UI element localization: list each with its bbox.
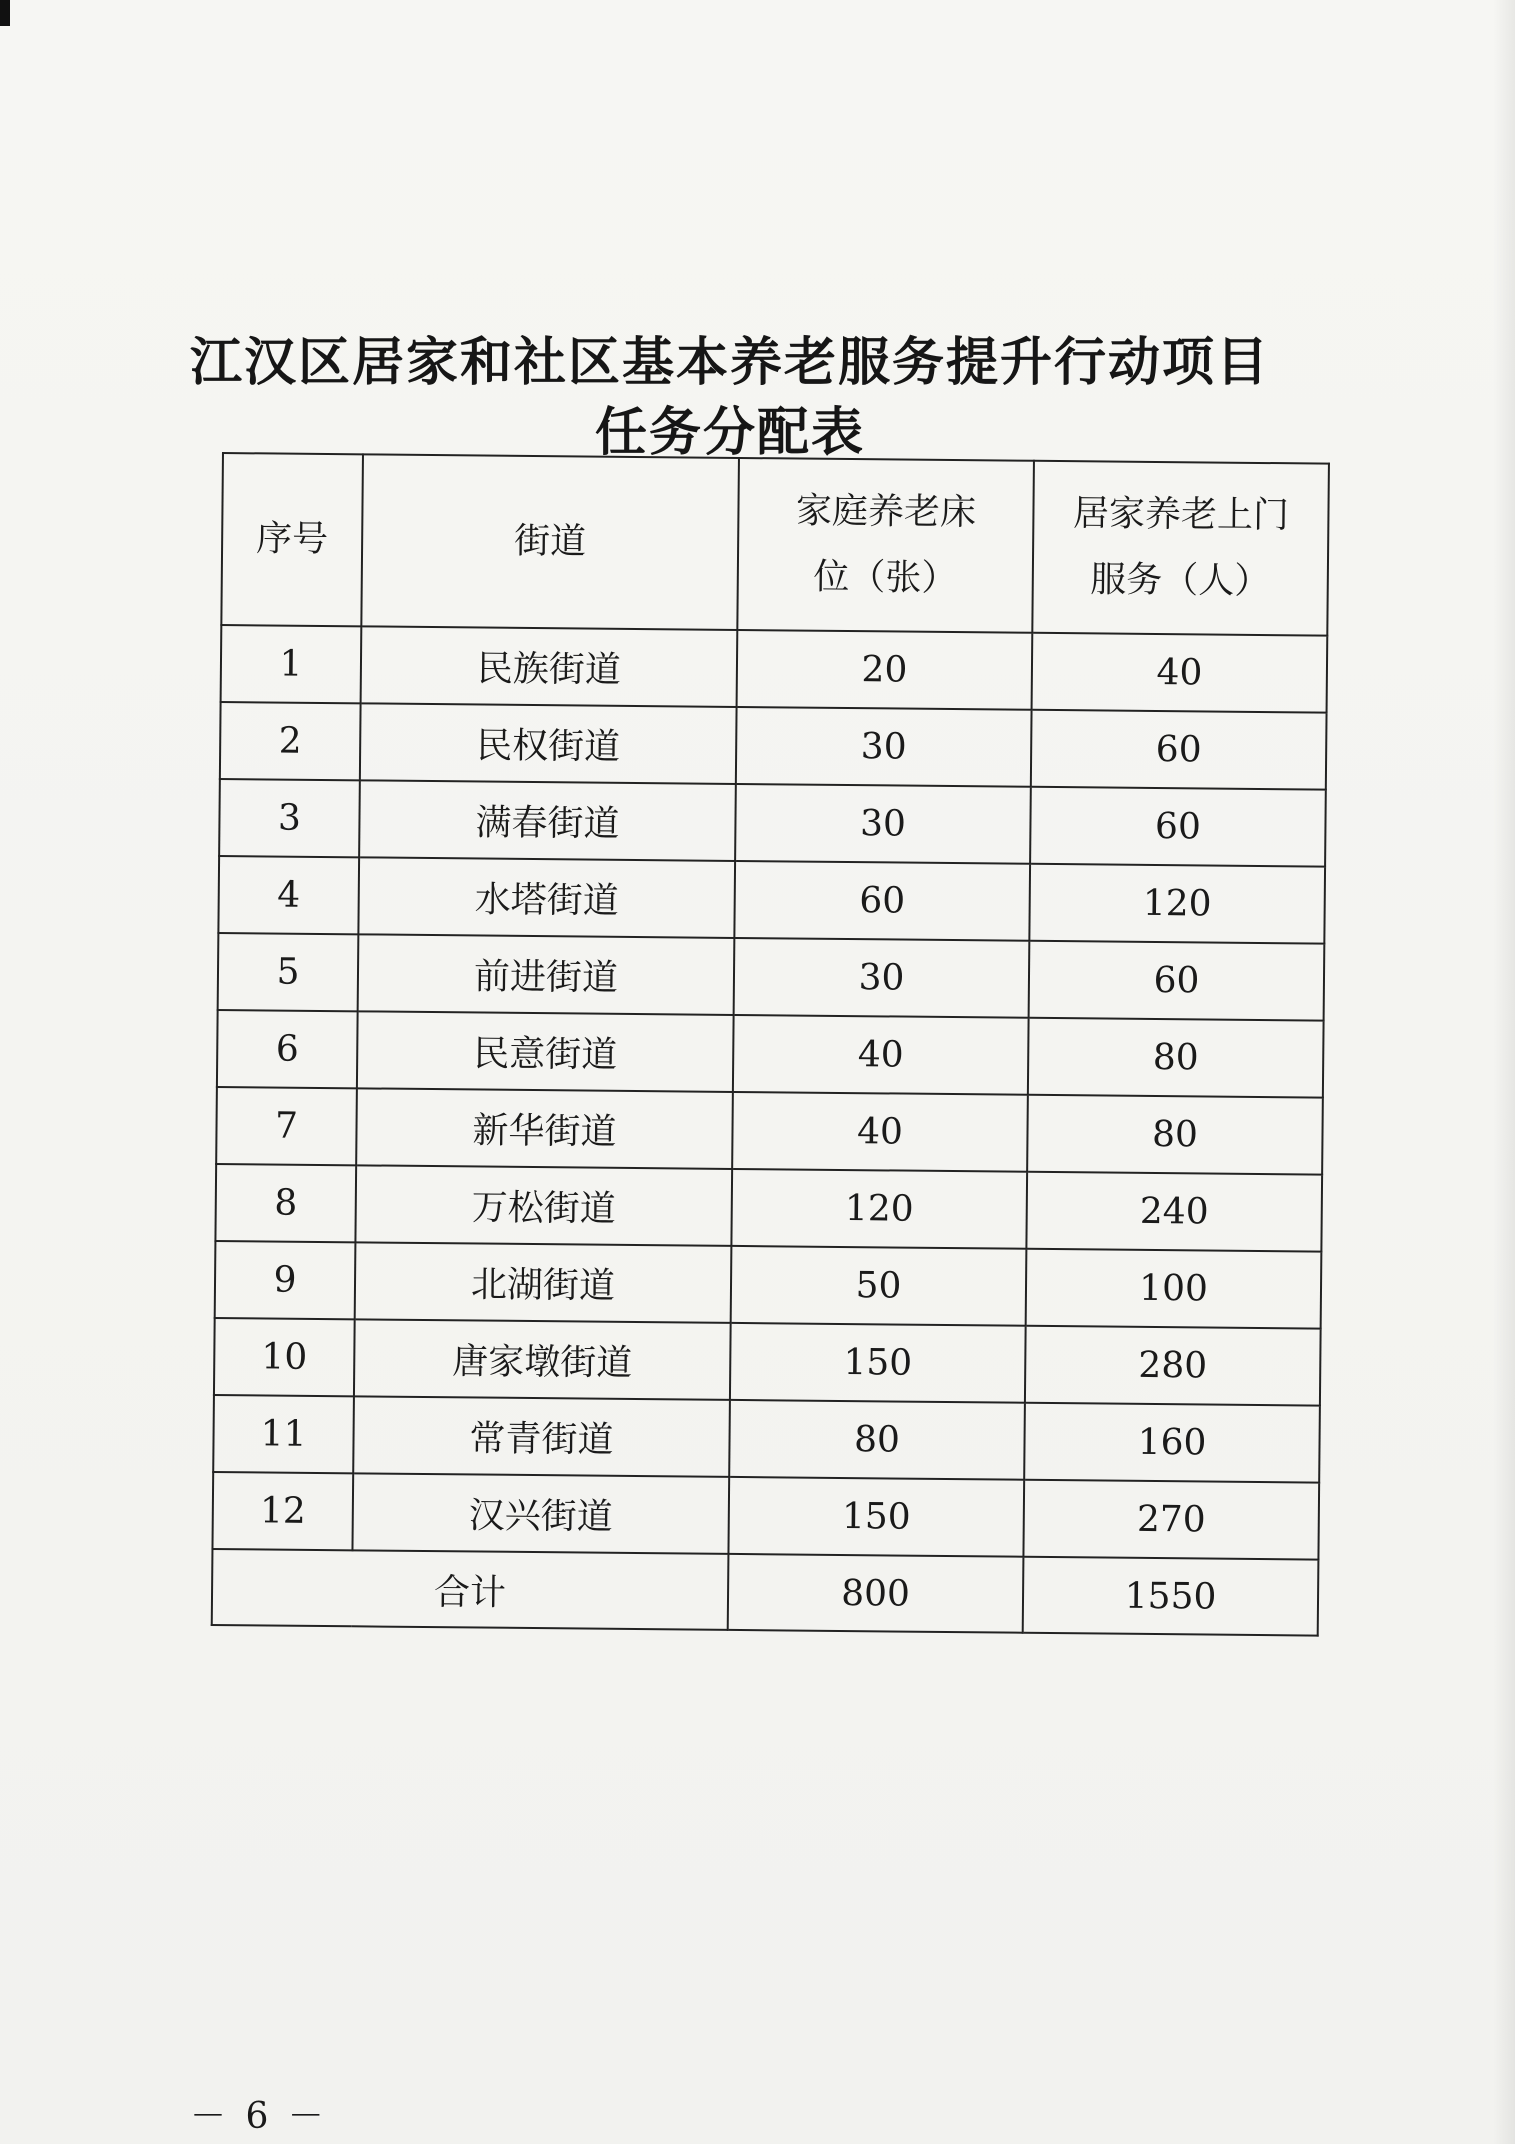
task-allocation-table [211,452,1330,1637]
table-header-row [221,453,1329,636]
header-service [1032,461,1329,636]
cell-beds: 30 [735,784,1031,864]
cell-service: 270 [1023,1480,1319,1560]
cell-street: 民族街道 [361,626,738,707]
cell-beds: 120 [731,1169,1027,1249]
cell-beds: 20 [737,630,1033,710]
cell-beds: 50 [731,1246,1027,1326]
scan-corner-mark [0,0,10,26]
cell-service: 60 [1030,787,1326,867]
cell-street: 前进街道 [358,934,735,1015]
cell-beds: 150 [728,1477,1024,1557]
total-service: 1550 [1023,1557,1319,1636]
cell-index: 10 [214,1318,355,1396]
cell-service: 120 [1029,864,1325,944]
cell-street: 唐家墩街道 [354,1319,731,1400]
cell-index: 6 [217,1010,358,1088]
cell-service: 280 [1025,1326,1321,1406]
cell-index: 3 [219,779,360,857]
table-row [215,1164,1322,1252]
cell-index: 11 [213,1395,354,1473]
cell-index: 4 [218,856,359,934]
total-beds: 800 [728,1554,1024,1633]
cell-index: 9 [215,1241,356,1319]
table-row [215,1241,1322,1329]
cell-street: 水塔街道 [358,857,735,938]
cell-street: 常青街道 [353,1396,730,1477]
table-row [221,625,1328,713]
cell-service: 80 [1027,1095,1323,1175]
cell-index: 8 [215,1164,356,1242]
header-beds [737,458,1034,633]
cell-service: 60 [1031,710,1327,790]
table-row [218,933,1325,1021]
cell-beds: 30 [734,938,1030,1018]
cell-street: 民意街道 [357,1011,734,1092]
table-row [213,1395,1320,1483]
page-number: － 6 － [190,2096,328,2137]
cell-index: 1 [221,625,362,703]
cell-service: 100 [1026,1249,1322,1329]
cell-street: 北湖街道 [355,1242,732,1323]
cell-beds: 150 [730,1323,1026,1403]
total-row [212,1549,1319,1636]
total-label: 合计 [212,1549,729,1630]
cell-index: 12 [212,1472,353,1550]
cell-beds: 30 [736,707,1032,787]
table-row [220,702,1327,790]
cell-street: 新华街道 [356,1088,733,1169]
page-edge-shadow [1493,0,1515,2144]
cell-street: 民权街道 [360,703,737,784]
cell-street: 汉兴街道 [352,1473,729,1554]
cell-beds: 40 [732,1092,1028,1172]
cell-service: 160 [1024,1403,1320,1483]
document-title: 江汉区居家和社区基本养老服务提升行动项目 [189,333,1270,393]
cell-service: 240 [1026,1172,1322,1252]
cell-service: 80 [1028,1018,1324,1098]
cell-street: 万松街道 [355,1165,732,1246]
cell-service: 40 [1032,633,1328,713]
document-subtitle: 任务分配表 [594,403,865,463]
header-index: 序号 [221,453,363,626]
cell-beds: 40 [733,1015,1029,1095]
cell-index: 5 [218,933,359,1011]
cell-beds: 60 [734,861,1030,941]
table-row [212,1472,1319,1560]
header-service-label: 居家养老上门服务（人） [1072,493,1290,603]
cell-street: 满春街道 [359,780,736,861]
table-row [219,779,1326,867]
table-row [216,1087,1323,1175]
table-row [217,1010,1324,1098]
cell-beds: 80 [729,1400,1025,1480]
header-beds-label: 家庭养老床位（张） [795,490,977,600]
table-row [214,1318,1321,1406]
cell-service: 60 [1029,941,1325,1021]
header-street: 街道 [361,454,739,630]
cell-index: 7 [216,1087,357,1165]
cell-index: 2 [220,702,361,780]
table-row [218,856,1325,944]
